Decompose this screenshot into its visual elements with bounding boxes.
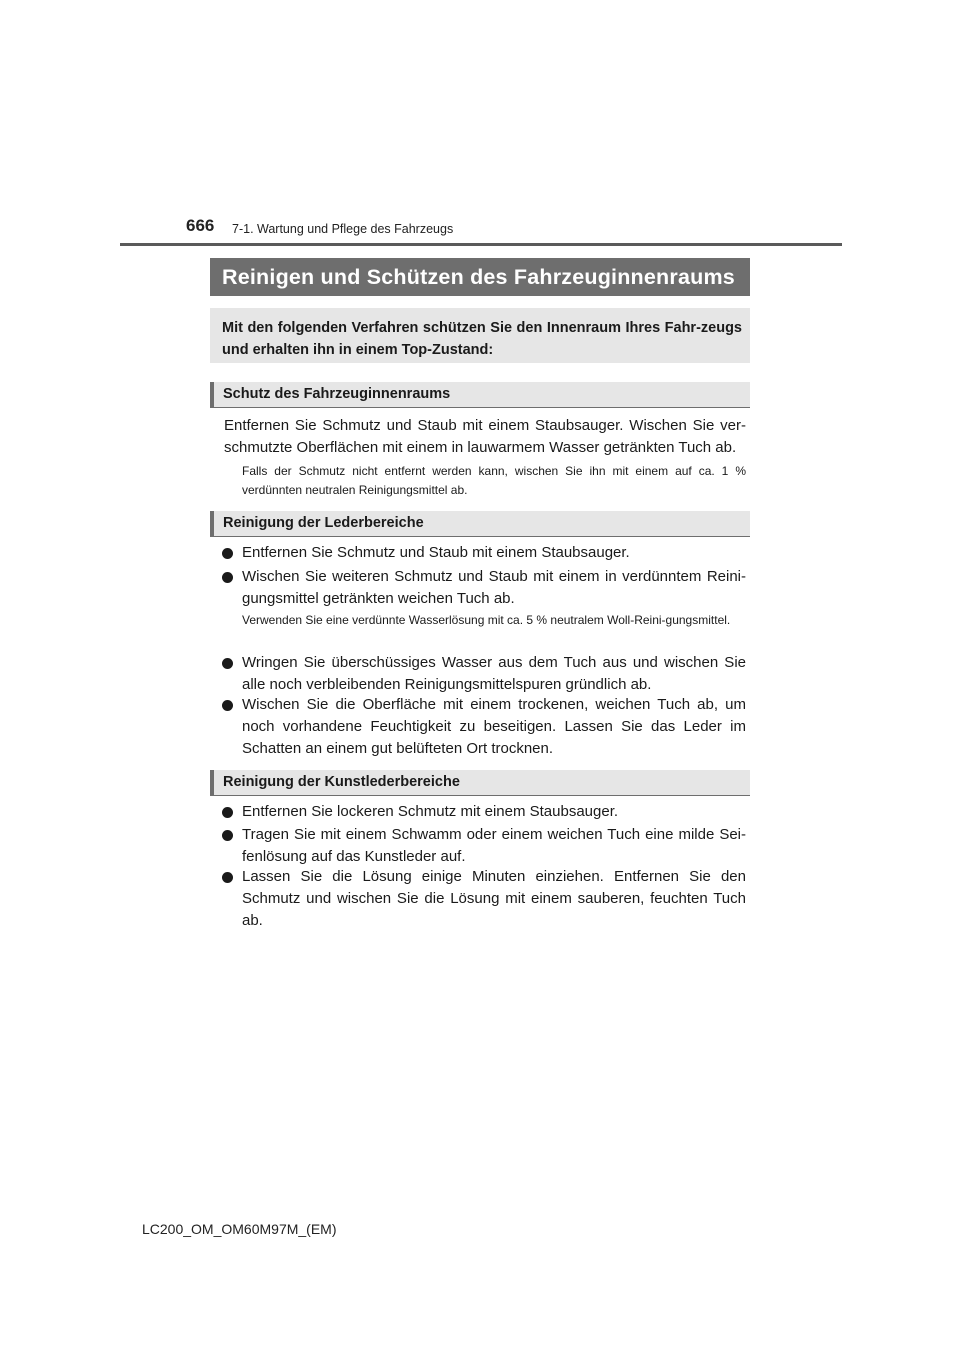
list-item bbox=[222, 866, 746, 932]
bullet-icon bbox=[222, 572, 233, 583]
section-reference: 7-1. Wartung und Pflege des Fahrzeugs bbox=[232, 222, 454, 236]
section-heading-leather bbox=[210, 511, 750, 537]
page-number: 666 bbox=[186, 216, 215, 235]
section-heading-text: Reinigung der Kunstlederbereiche bbox=[223, 774, 460, 790]
list-item bbox=[222, 652, 746, 696]
list-item bbox=[222, 542, 746, 564]
list-item-text: Entfernen Sie lockeren Schmutz mit einem Staubsauger. bbox=[242, 803, 619, 820]
section-heading-text: Reinigung der Lederbereiche bbox=[223, 515, 424, 531]
page-header bbox=[0, 0, 960, 246]
header-divider bbox=[120, 243, 842, 246]
document-code: LC200_OM_OM60M97M_(EM) bbox=[142, 1221, 337, 1237]
list-item bbox=[222, 801, 746, 823]
list-item-text: Wischen Sie die Oberfläche mit einem trockenen, weichen Tuch ab, um noch vorhandene Feuchtigkeit zu beseitigen. Lassen Sie das Leder im Schatten an einem gut belüfteten Ort trocknen. bbox=[242, 696, 746, 757]
section-heading-text: Schutz des Fahrzeuginnenraums bbox=[223, 386, 451, 402]
bullet-icon bbox=[222, 548, 233, 559]
list-item-text: Entfernen Sie Schmutz und Staub mit einem Staubsauger. bbox=[242, 544, 630, 561]
list-item-text: Wischen Sie weiteren Schmutz und Staub mit einem in verdünntem Reini-gungsmittel getränkten weichen Tuch ab. bbox=[242, 568, 746, 607]
list-item-text: Lassen Sie die Lösung einige Minuten einziehen. Entfernen Sie den Schmutz und wischen Sie die Lösung mit einem sauberen, feuchten Tuch ab. bbox=[242, 868, 746, 929]
heading-accent-bar bbox=[210, 382, 214, 407]
list-item-text: Wringen Sie überschüssiges Wasser aus dem Tuch aus und wischen Sie alle noch verbleibenden Reinigungsmittelspuren gründlich ab. bbox=[242, 654, 746, 693]
intro-box bbox=[210, 308, 750, 363]
list-item bbox=[222, 566, 746, 610]
bullet-icon bbox=[222, 658, 233, 669]
note-paragraph: Verwenden Sie eine verdünnte Wasserlösung mit ca. 5 % neutralem Woll-Reini-gungsmittel. bbox=[242, 613, 731, 627]
heading-accent-bar bbox=[210, 770, 214, 795]
page-title: Reinigen und Schützen des Fahrzeuginnenraums bbox=[222, 264, 735, 289]
section-heading-interior-protection bbox=[210, 382, 750, 408]
body-paragraph: Entfernen Sie Schmutz und Staub mit einem Staubsauger. Wischen Sie ver-schmutzte Oberflächen mit einem in lauwarmem Wasser getränkten Tuch ab. bbox=[224, 417, 746, 456]
bullet-icon bbox=[222, 830, 233, 841]
heading-accent-bar bbox=[210, 511, 214, 536]
section-heading-artificial-leather bbox=[210, 770, 750, 796]
note-paragraph: Falls der Schmutz nicht entfernt werden kann, wischen Sie ihn mit einem auf ca. 1 % verdünnten neutralen Reinigungsmittel ab. bbox=[242, 464, 746, 497]
bullet-icon bbox=[222, 700, 233, 711]
list-item-text: Tragen Sie mit einem Schwamm oder einem weichen Tuch eine milde Sei-fenlösung auf das Kunstleder auf. bbox=[242, 826, 746, 865]
bullet-icon bbox=[222, 807, 233, 818]
list-item bbox=[222, 694, 746, 760]
list-item bbox=[222, 824, 746, 868]
intro-text: Mit den folgenden Verfahren schützen Sie den Innenraum Ihres Fahr-zeugs und erhalten ihn in einem Top-Zustand: bbox=[222, 320, 742, 358]
title-banner bbox=[210, 258, 750, 296]
bullet-icon bbox=[222, 872, 233, 883]
